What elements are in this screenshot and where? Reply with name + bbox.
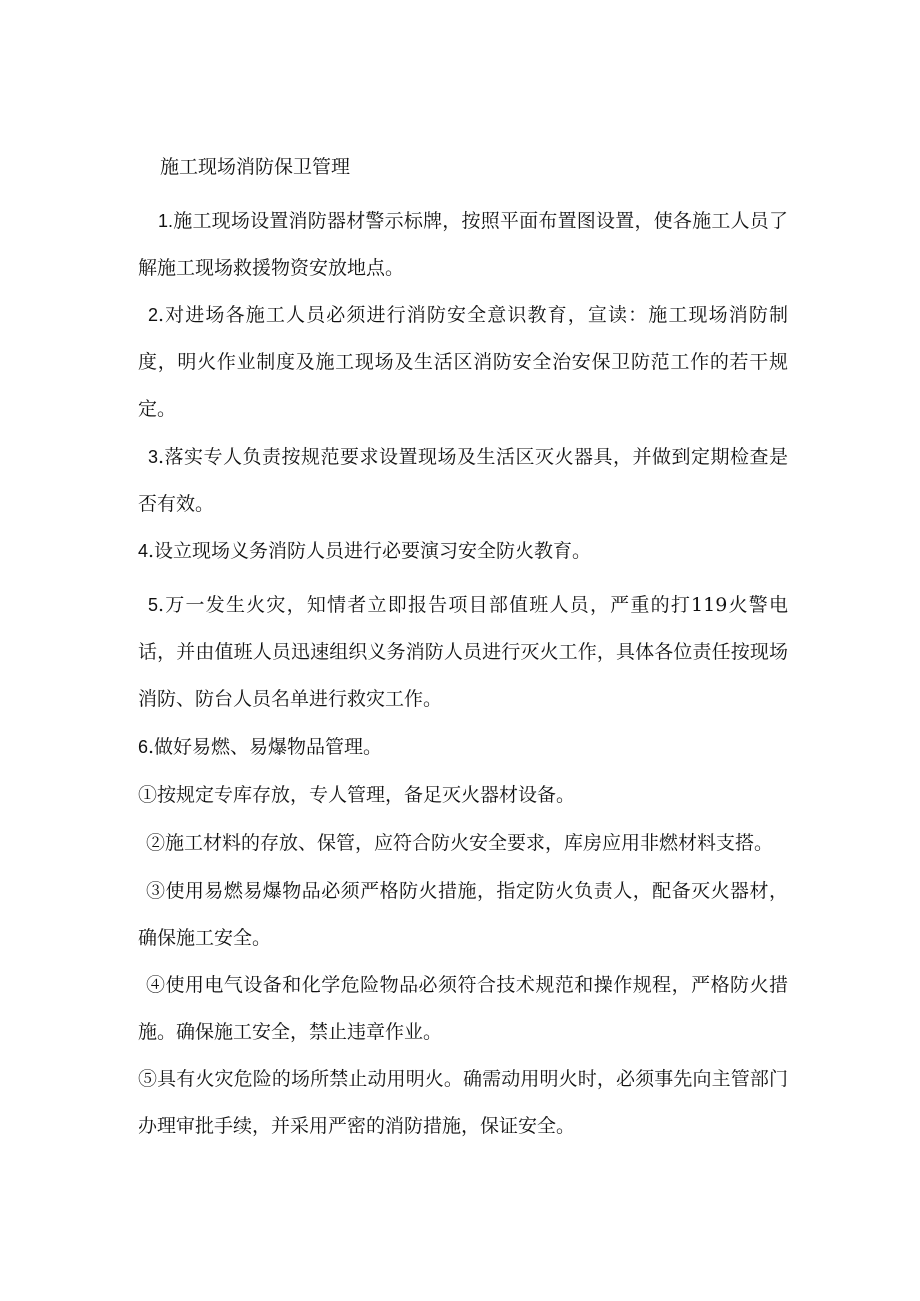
document-title: 施工现场消防保卫管理: [160, 156, 351, 178]
paragraph-1-text: 施工现场设置消防器材警示标牌，按照平面布置图设置，使各施工人员了解施工现场救援物资安放地点。: [138, 210, 788, 279]
paragraph-4-text: .设立现场义务消防人员进行必要演习安全防火教育。: [148, 540, 592, 562]
subitem-3: [138, 868, 788, 962]
paragraph-2: [138, 292, 788, 433]
subitem-5: [138, 1056, 788, 1150]
subitem-1-text: ①按规定专库存放，专人管理，备足灭火器材设备。: [138, 784, 576, 806]
paragraph-4-number: 4: [138, 541, 149, 561]
subitem-2-text: ②施工材料的存放、保管，应符合防火安全要求，库房应用非燃材料支搭。: [146, 832, 774, 854]
subitem-4: [138, 962, 788, 1056]
paragraph-3-number: 3: [148, 447, 159, 467]
paragraph-5-text: .万一发生火灾，知情者立即报告项目部值班人员，严重的打119火警电话，并由值班人员迅速组织义务消防人员进行灭火工作，具体各位责任按现场消防、防台人员名单进行救灾工作。: [138, 594, 788, 710]
subitem-3-text: ③使用易燃易爆物品必须严格防火措施，指定防火负责人，配备灭火器材，确保施工安全。: [138, 880, 788, 949]
paragraph-5-number: 5: [148, 595, 159, 615]
paragraph-4: [138, 528, 788, 575]
subitem-5-text: ⑤具有火灾危险的场所禁止动用明火。确需动用明火时，必须事先向主管部门办理审批手续，并采用严密的消防措施，保证安全。: [138, 1068, 788, 1137]
subitem-2: [138, 820, 788, 867]
paragraph-5: [138, 582, 788, 723]
paragraph-6: [138, 724, 788, 771]
paragraph-1-number: 1.: [158, 211, 174, 231]
paragraph-6-number: 6: [138, 737, 149, 757]
paragraph-3-text: .落实专人负责按规范要求设置现场及生活区灭火器具，并做到定期检查是否有效。: [138, 446, 788, 515]
subitem-4-text: ④使用电气设备和化学危险物品必须符合技术规范和操作规程，严格防火措施。确保施工安全，禁止违章作业。: [138, 974, 788, 1043]
paragraph-2-number: 2: [148, 305, 159, 325]
subitem-1: [138, 772, 788, 819]
paragraph-6-text: .做好易燃、易爆物品管理。: [148, 736, 383, 758]
paragraph-3: [138, 434, 788, 528]
paragraph-1: [138, 198, 788, 292]
paragraph-2-text: .对进场各施工人员必须进行消防安全意识教育，宣读：施工现场消防制度，明火作业制度及施工现场及生活区消防安全治安保卫防范工作的若干规定。: [138, 304, 788, 420]
